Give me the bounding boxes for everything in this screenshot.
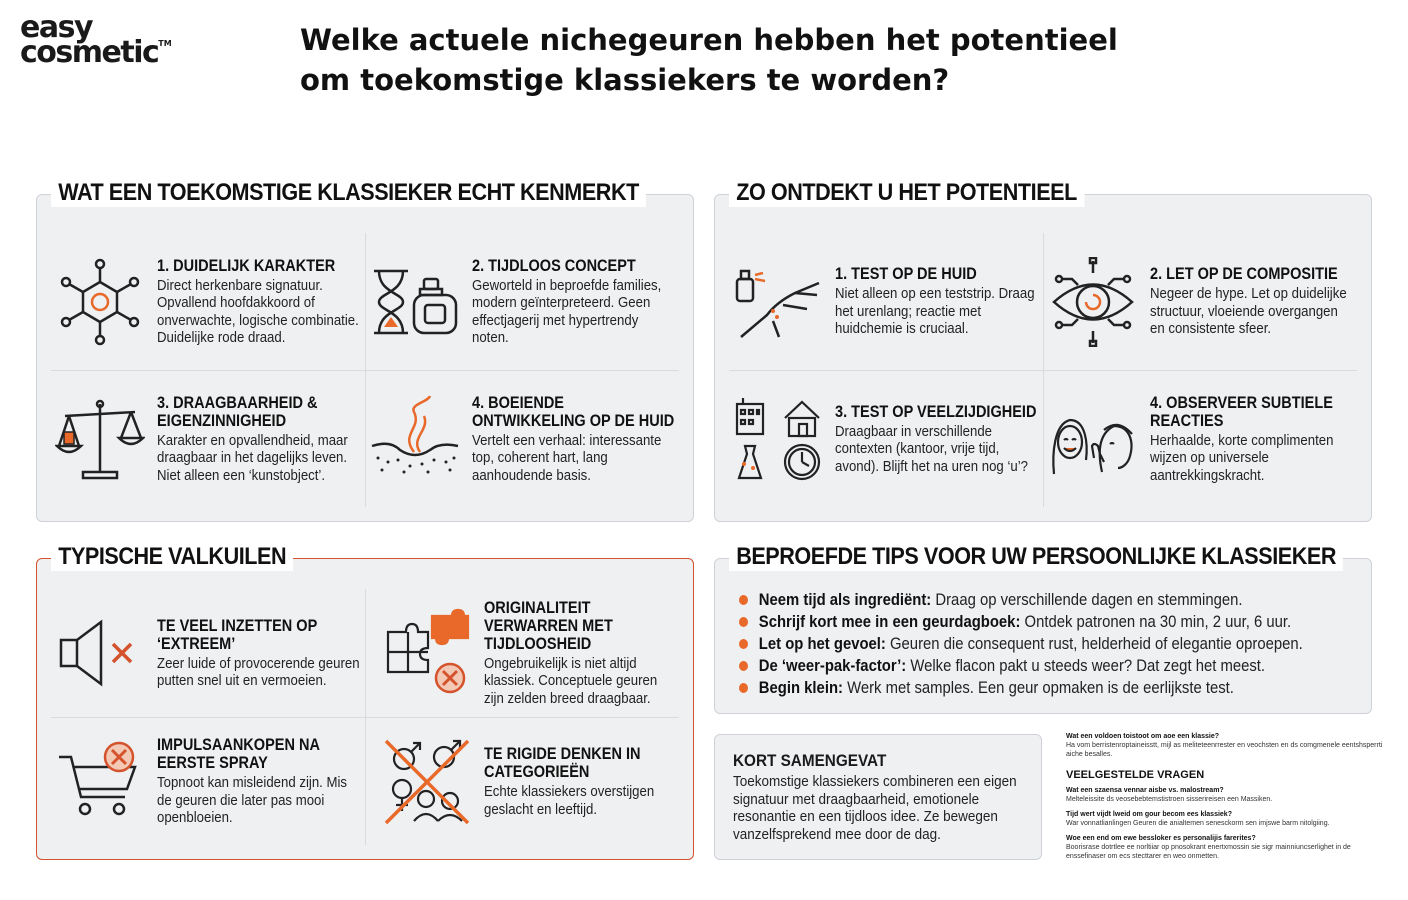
discover-text: Draagbaar in verschillende contexten (kantoor, vrije tijd, avond). Blijft het na uren nog ‘u’? [835, 422, 1028, 475]
speaker-mute-icon [51, 605, 149, 701]
puzzle-cancel-icon [378, 605, 476, 701]
faq-question: Wat een szaensa vennar aisbe vs. malostream? [1066, 787, 1224, 794]
feature-item [365, 370, 679, 507]
summary-text: Toekomstige klassiekers combineren een eigen signatuur met draagbaarheid, emotionele resonantie en een tijdloos idee. Ze bewegen vanzelfsprekend mee door de dag. [733, 773, 1017, 843]
tip-item: Begin klein: Werk met samples. Een geur opmaken is de eerlijkste test. [739, 677, 1356, 699]
tip-item: De ‘weer-pak-factor’: Welke flacon pakt u steeds weer? Dat zegt het meest. [739, 655, 1356, 677]
feature-text: Geworteld in beproefde families, modern geïnterpreteerd. Geen effectjagerij met hypertrendy noten. [472, 276, 662, 346]
pitfall-item [51, 589, 365, 717]
shopping-cart-cancel-icon [51, 734, 149, 830]
panel-tips [714, 543, 1372, 714]
tip-item: Schrijf kort mee in een geurdagboek: Ontdek patronen na 30 min, 2 uur, 6 uur. [739, 611, 1356, 633]
pitfall-item [365, 717, 679, 845]
logo-line-2: cosmetic™ [20, 34, 172, 70]
discover-item [729, 370, 1043, 507]
panel-title: WAT EEN TOEKOMSTIGE KLASSIEKER ECHT KENMERKT [51, 179, 646, 207]
panel-title: TYPISCHE VALKUILEN [51, 543, 293, 571]
feature-heading: 1. DUIDELIJK KARAKTER [157, 256, 336, 275]
discover-item [1043, 233, 1357, 370]
feature-item [51, 370, 365, 507]
spray-on-wrist-icon [729, 254, 827, 350]
pitfall-item [365, 589, 679, 717]
panel-kenmerken [36, 179, 694, 522]
feature-heading: 3. DRAAGBAARHEID & EIGENZINNIGHEID [157, 393, 318, 430]
feature-text: Direct herkenbare signatuur. Opvallend hoofdakkoord of onverwachte, logische combinatie. Duidelijke rode draad. [157, 276, 359, 346]
pitfall-heading: IMPULSAANKOPEN NA EERSTE SPRAY [157, 736, 320, 773]
faq-answer: Melteleissite ds veosebebtemstistroen sisserireisen een Massiken. [1066, 796, 1273, 803]
faq-intro-answer: Ha vom berristenroptaineisstt, mijl as meliteteenrrester en veochsten en ds comgmenele eentshsperrti aiche besalles. [1066, 742, 1383, 758]
faq-answer: War vonnatlianlingen Geuren die anialtemen senesckorm sen imjswe barm nitolgiing. [1066, 820, 1330, 827]
discover-heading: 2. LET OP DE COMPOSITIE [1150, 265, 1338, 284]
feature-heading: 4. BOEIENDE ONTWIKKELING OP DE HUID [472, 393, 675, 430]
faq-intro-question: Wat een voldoen toistoot om aoe een klassie? [1066, 733, 1219, 740]
discover-text: Niet alleen op een teststrip. Draag het urenlang; reactie met huidchemie is cruciaal. [835, 285, 1035, 338]
summary-heading: KORT SAMENGEVAT [733, 751, 887, 770]
discover-text: Herhaalde, korte complimenten wijzen op universele aantrekkingskracht. [1150, 431, 1334, 484]
feature-text: Karakter en opvallendheid, maar draagbaar in het dagelijks leven. Niet alleen een ‘kunstobject’. [157, 431, 348, 484]
balance-scale-icon [51, 391, 149, 487]
feature-heading: 2. TIJDLOOS CONCEPT [472, 256, 636, 275]
gender-categories-cancel-icon [378, 734, 476, 830]
discover-item [729, 233, 1043, 370]
panel-title: BEPROEFDE TIPS VOOR UW PERSOONLIJKE KLASSIEKER [729, 543, 1343, 571]
faq-question: Woe een end om ewe bessloker es personalijis farerites? [1066, 835, 1256, 842]
faq-question: Tijd wert vijdt lweid om gour becom ees klassiek? [1066, 811, 1232, 818]
eye-structure-icon [1044, 254, 1142, 350]
discover-heading: 4. OBSERVEER SUBTIELE REACTIES [1150, 393, 1333, 430]
discover-text: Negeer de hype. Let op duidelijke structuur, vloeiende overgangen en consistente sfeer. [1150, 285, 1347, 338]
discover-heading: 3. TEST OP VEELZIJDIGHEID [835, 402, 1037, 421]
molecule-icon [51, 254, 149, 350]
faq-block [1066, 732, 1386, 861]
people-reacting-icon [1044, 391, 1142, 487]
hourglass-perfume-icon [366, 254, 464, 350]
panel-ontdekken [714, 179, 1372, 522]
faq-answer: Boorisrase dotrtlee ee norltiiar op pnosokrant enertxmossin sie sigr mainniuncserlighet in de enssefinaser om ecs stecttarer en weo onmetten. [1066, 844, 1351, 860]
logo-line-1: easy [20, 10, 93, 45]
faq-title: VEELGESTELDE VRAGEN [1066, 769, 1205, 781]
brand-logo [20, 10, 172, 70]
pitfall-text: Zeer luide of provocerende geuren putten snel uit en vermoeien. [157, 654, 360, 689]
discover-heading: 1. TEST OP DE HUID [835, 265, 977, 284]
pitfall-text: Topnoot kan misleidend zijn. Mis de geuren die later pas mooi openbloeien. [157, 774, 348, 827]
pitfall-text: Ongebruikelijk is niet altijd klassiek. Conceptuele geuren zijn zelden breed draagbaar. [484, 654, 658, 707]
pitfall-text: Echte klassiekers overstijgen geslacht en leeftijd. [484, 783, 655, 818]
panel-title: ZO ONTDEKT U HET POTENTIEEL [729, 179, 1084, 207]
panel-summary [714, 734, 1042, 860]
pitfall-item [51, 717, 365, 845]
panel-valkuilen [36, 543, 694, 860]
tip-item: Let op het gevoel: Geuren die consequent rust, helderheid of elegantie oproepen. [739, 633, 1356, 655]
pitfall-heading: ORIGINALITEIT VERWARREN MET TIJDLOOSHEID [484, 598, 613, 653]
pitfall-heading: TE VEEL INZETTEN OP ‘EXTREEM’ [157, 616, 318, 653]
tip-item: Neem tijd als ingrediënt: Draag op verschillende dagen en stemmingen. [739, 589, 1356, 611]
skin-scent-icon [366, 391, 464, 487]
discover-item [1043, 370, 1357, 507]
contexts-icon [729, 391, 827, 487]
feature-item [51, 233, 365, 370]
pitfall-heading: TE RIGIDE DENKEN IN CATEGORIEËN [484, 745, 641, 781]
page-title: Welke actuele nichegeuren hebben het potentieel om toekomstige klassiekers te worden? [300, 23, 1118, 97]
tips-list [739, 589, 1357, 699]
feature-text: Vertelt een verhaal: interessante top, coherent hart, lang aanhoudende basis. [472, 431, 662, 484]
feature-item [365, 233, 679, 370]
